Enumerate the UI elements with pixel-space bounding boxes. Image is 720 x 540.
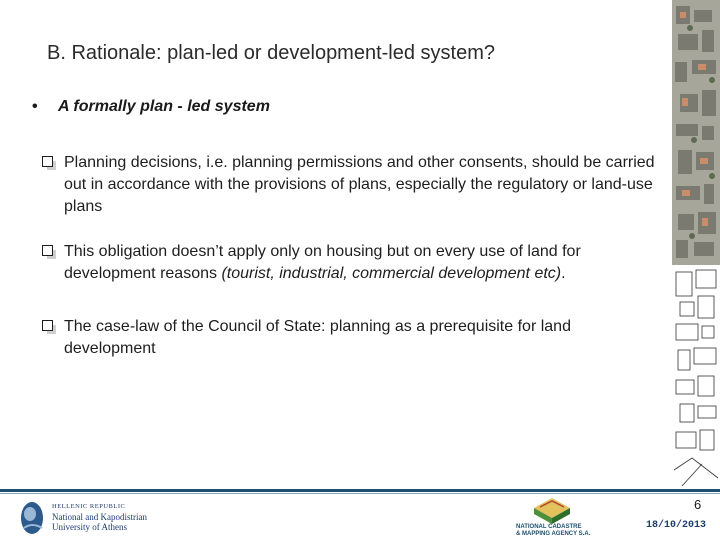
cadastre-agency-name: NATIONAL CADASTRE & MAPPING AGENCY S.A. (516, 524, 591, 537)
bullet-item: The case-law of the Council of State: planning as a prerequisite for land development (42, 316, 662, 360)
university-name: HELLENIC REPUBLIC National and Kapodistrian University of Athens (52, 503, 147, 532)
checkbox-bullet-icon (42, 245, 53, 256)
bullet-list (42, 152, 662, 392)
footer-divider-thin (0, 493, 720, 494)
bullet-item: This obligation doesn’t apply only on housing but on every use of land for development reasons (tourist, industrial, commercial development etc). (42, 241, 662, 285)
bullet-dot-icon: • (32, 98, 38, 115)
slide-date: 18/10/2013 (646, 520, 707, 531)
slide-title: B. Rationale: plan-led or development-led system? (47, 42, 496, 64)
page-number: 6 (694, 497, 702, 512)
subheading-text: A formally plan - led system (58, 98, 270, 115)
aerial-map-image (672, 0, 720, 488)
footer-divider (0, 489, 720, 492)
checkbox-bullet-icon (42, 320, 53, 331)
bullet-item: Planning decisions, i.e. planning permissions and other consents, should be carried out in accordance with the provisions of plans, especially the regulatory or land-use plans (42, 152, 662, 218)
subheading (32, 98, 270, 116)
checkbox-bullet-icon (42, 156, 53, 167)
